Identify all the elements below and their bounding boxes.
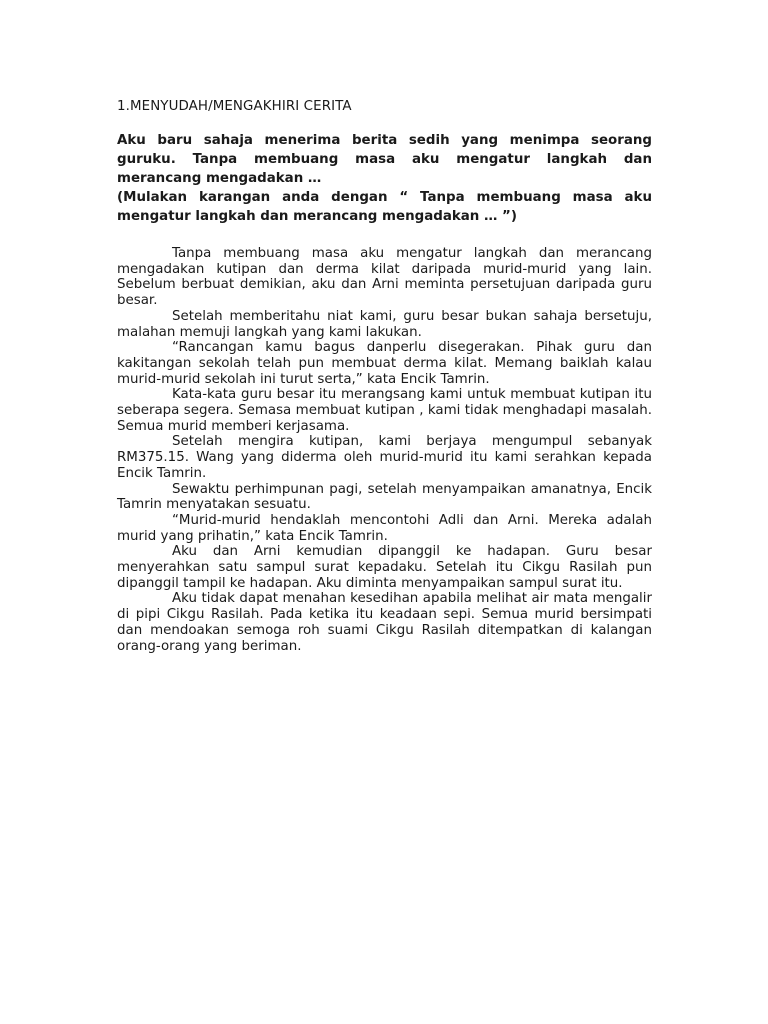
essay-paragraph: Tanpa membuang masa aku mengatur langkah dan merancang mengadakan kutipan dan derma kilat daripada murid-murid yang lain. Sebelum berbuat demikian, aku dan Arni meminta persetujuan daripada guru besar.	[117, 246, 652, 309]
document-page	[117, 98, 652, 654]
essay-prompt: Aku baru sahaja menerima berita sedih yang menimpa seorang guruku. Tanpa membuang masa aku mengatur langkah dan merancang mengadakan …	[117, 133, 652, 186]
essay-paragraph: Aku tidak dapat menahan kesedihan apabila melihat air mata mengalir di pipi Cikgu Rasilah. Pada ketika itu keadaan sepi. Semua murid bersimpati dan mendoakan semoga roh suami Cikgu Rasilah ditempatkan di kalangan orang-orang yang beriman.	[117, 591, 652, 654]
essay-paragraph: Kata-kata guru besar itu merangsang kami untuk membuat kutipan itu seberapa segera. Semasa membuat kutipan , kami tidak menghadapi masalah. Semua murid memberi kerjasama.	[117, 387, 652, 434]
essay-paragraph: Setelah mengira kutipan, kami berjaya mengumpul sebanyak RM375.15. Wang yang diderma oleh murid-murid itu kami serahkan kepada Encik Tamrin.	[117, 434, 652, 481]
essay-instruction: (Mulakan karangan anda dengan “ Tanpa membuang masa aku mengatur langkah dan merancang mengadakan … ”)	[117, 190, 652, 224]
essay-paragraph: Setelah memberitahu niat kami, guru besar bukan sahaja bersetuju, malahan memuji langkah yang kami lakukan.	[117, 308, 652, 340]
essay-paragraph: Sewaktu perhimpunan pagi, setelah menyampaikan amanatnya, Encik Tamrin menyatakan sesuatu.	[117, 481, 652, 513]
essay-body	[117, 246, 652, 654]
section-heading: 1.MENYUDAH/MENGAKHIRI CERITA	[117, 99, 352, 114]
essay-paragraph: “Murid-murid hendaklah mencontohi Adli dan Arni. Mereka adalah murid yang prihatin,” kata Encik Tamrin.	[117, 512, 652, 544]
essay-paragraph: Aku dan Arni kemudian dipanggil ke hadapan. Guru besar menyerahkan satu sampul surat kepadaku. Setelah itu Cikgu Rasilah pun dipanggil tampil ke hadapan. Aku diminta menyampaikan sampul surat itu.	[117, 544, 652, 591]
essay-paragraph: “Rancangan kamu bagus danperlu disegerakan. Pihak guru dan kakitangan sekolah telah pun membuat derma kilat. Memang baiklah kalau murid-murid sekolah ini turut serta,” kata Encik Tamrin.	[117, 340, 652, 387]
